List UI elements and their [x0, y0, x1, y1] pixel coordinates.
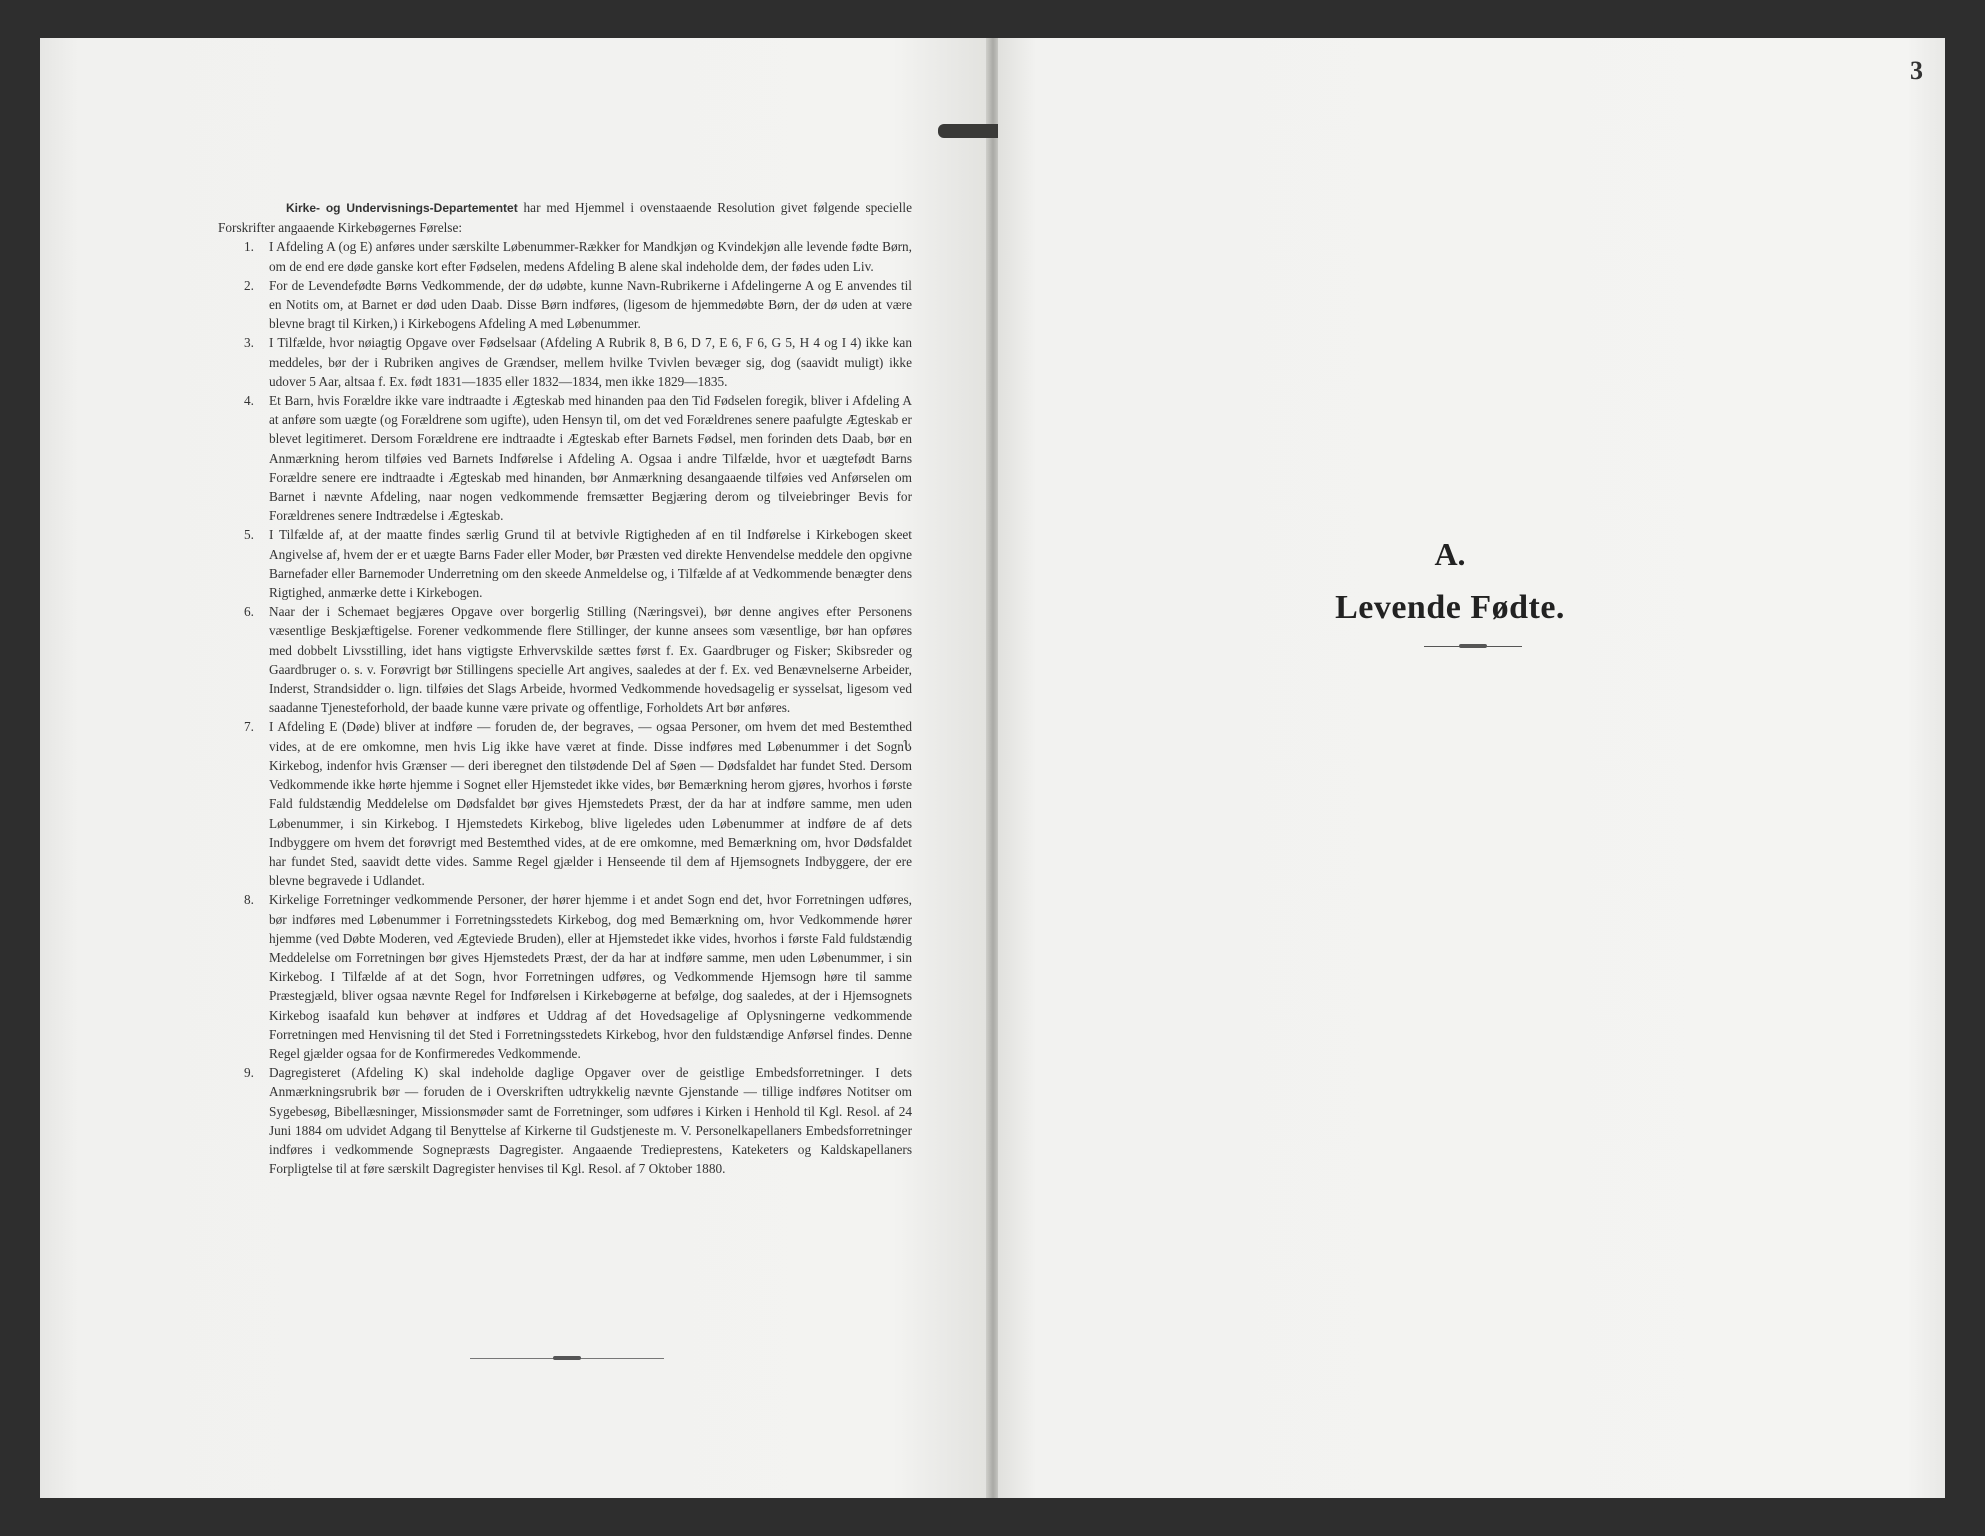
- rule-item: [218, 717, 912, 890]
- rule-item: [218, 276, 912, 334]
- department-name: Kirke- og Undervisnings-Departementet: [286, 201, 518, 215]
- rule-item: [218, 525, 912, 602]
- rule-item: [218, 237, 912, 275]
- book-spread: [40, 38, 1945, 1498]
- rule-text: Naar der i Schemaet begjæres Opgave over borgerlig Stilling (Næringsvei), bør denne angives efter Personens væsentlige Beskjæftigelse. Forener vedkommende flere Stillinger, der kunne ansees som væsentlige, bør han opføres med dobbelt Livsstilling, idet hans vigtigste Erhvervskilde sættes først f. Ex. Gaardbruger og Fisker; Skibsreder og Gaardbruger o. s. v. Forøvrigt bør Stillingens specielle Art angives, saaledes at der f. Ex. ved Benævnelserne Arbeider, Inderst, Strandsidder o. lign. tilføies det Slags Arbeide, hvormed Vedkommende hovedsagelig er sysselsat, ligesom ved saadanne Tjenesteforhold, der baade kunne være private og offentlige, Forholdets Art bør anføres.: [269, 604, 912, 716]
- rule-text: I Afdeling A (og E) anføres under særskilte Løbenummer-Rækker for Mandkjøn og Kvindekjøn alle levende fødte Børn, om de end ere døde ganske kort efter Fødselen, medens Afdeling B alene skal indeholde dem, der fødes uden Liv.: [269, 239, 912, 274]
- rule-number: 5.: [244, 527, 254, 543]
- rule-text: I Tilfælde, hvor nøiagtig Opgave over Fødselsaar (Afdeling A Rubrik 8, B 6, D 7, E 6, F 6, G 5, H 4 og I 4) ikke kan meddeles, bør der i Rubriken angives de Grændser, mellem hvilke Tvivlen bevæger sig, dog (saavidt muligt) ikke udover 5 Aar, altsaa f. Ex. født 1831—1835 eller 1832—1834, men ikke 1829—1835.: [269, 335, 912, 389]
- rule-text: Dagregisteret (Afdeling K) skal indeholde daglige Opgaver over de geistlige Embedsforretninger. I dets Anmærkningsrubrik bør — foruden de i Overskriften udtrykkelig nævnte Gjenstande — tillige indføres Notitser om Sygebesøg, Bibellæsninger, Missionsmøder samt de Forretninger, som udføres i Kirken i Henhold til Kgl. Resol. af 24 Juni 1884 om udvidet Adgang til Benyttelse af Kirkerne til Gudstjeneste m. V. Personelkapellaners Embedsforretninger indføres i vedkommende Sognepræsts Dagregister. Angaaende Tredieprestens, Kateketers og Kaldskapellaners Forpligtelse til at føre særskilt Dagregister henvises til Kgl. Resol. af 7 Oktober 1880.: [269, 1065, 912, 1177]
- rule-item: [218, 333, 912, 391]
- rule-text: I Tilfælde af, at der maatte findes særlig Grund til at betvivle Rigtigheden af en til Indførelse i Kirkebogen skeet Angivelse af, hvem der er et uægte Barns Fader eller Moder, bør Præsten ved direkte Henvendelse meddele den opgivne Barnefader eller Barnemoder Underretning om den skeede Anmeldelse og, i Tilfælde af at Vedkommende benægter dens Rigtighed, anmærke dette i Kirkebogen.: [269, 527, 912, 601]
- rule-item: [218, 1063, 912, 1178]
- rule-item: [218, 602, 912, 717]
- left-page: [40, 38, 988, 1498]
- page-number: 3: [1910, 56, 1923, 85]
- rule-text: Et Barn, hvis Forældre ikke vare indtraadte i Ægteskab med hinanden paa den Tid Fødselen foregik, bliver i Afdeling A at anføre som uægte (og Forældrene som ugifte), uden Hensyn til, om det ved Forældrenes senere paafulgte Ægteskab er blevet legitimeret. Dersom Forældrene ere indtraadte i Ægteskab efter Barnets Fødsel, men forinden dets Daab, bør en Anmærkning herom tilføies ved Barnets Indførelse i Afdeling A. Ogsaa i andre Tilfælde, hvor et uægtefødt Barns Forældre senere ere indtraadte i Ægteskab med hinanden, bør Anmærkning desangaaende tilføies ved Anførselen om Barnet i nævnte Afdeling, naar nogen vedkommende fremsætter Begjæring derom og tilveiebringer Bevis for Forældrenes senere Indtrædelse i Ægteskab.: [269, 393, 912, 524]
- rule-item: [218, 391, 912, 525]
- rule-number: 6.: [244, 604, 254, 620]
- rule-text: Kirkelige Forretninger vedkommende Personer, der hører hjemme i et andet Sogn end det, hvor Forretningen udføres, bør indføres med Løbenummer i Forretningsstedets Kirkebog, dog med Bemærkning om, hvor Vedkommende hører hjemme (ved Døbte Moderen, ved Ægteviede Bruden), eller at Hjemstedet ikke vides, hvorhos i første Fald fuldstændig Meddelelse om Forretningen bør gives Hjemstedets Præst, der da har at indføre samme, men uden Løbenummer, i sin Kirkebog. I Tilfælde af at det Sogn, hvor Forretningen udføres, og Vedkommende Hjemsogn høre til samme Præstegjæld, bliver ogsaa nævnte Regel for Indførelsen i Kirkebøgerne at befølge, dog saaledes, at der i Hjemsognets Kirkebog isaafald kun behøver at indføres et Uddrag af det Hovedsagelige af Oplysningerne vedkommende Forretningen med Henvisning til det Sted i Forretningsstedets Kirkebog, hvor den fuldstændige Anførsel findes. Denne Regel gjælder ogsaa for de Konfirmeredes Vedkommende.: [269, 892, 912, 1061]
- rules-list: [218, 237, 912, 1178]
- rule-number: 3.: [244, 335, 254, 351]
- rule-number: 2.: [244, 277, 254, 293]
- rule-text: I Afdeling E (Døde) bliver at indføre — foruden de, der begraves, — ogsaa Personer, om hvem det med Bestemthed vides, at de ere omkomne, men hvis Lig ikke have været at finde. Disse indføres med Løbenummer i det Sognს Kirkebog, indenfor hvis Grænser — deri iberegnet den tilstødende Del af Søen — Dødsfaldet har fundet Sted. Dersom Vedkommende ikke hørte hjemme i Sognet eller Hjemstedet ikke vides, bør Bemærkning herom gjøres, hvorhos i første Fald fuldstændig Meddelelse om Dødsfaldet bør gives Hjemstedets Præst, der da har at indføre samme, men uden Løbenummer, i sin Kirkebog. I Hjemstedets Kirkebog, blive ligeledes uden Løbenummer at indføre de af dets Indbyggere om hvem det forøvrigt med Bestemthed vides, at de ere omkomne, med Bemærkning om, hvor Dødsfaldet har fundet Sted, saavidt dette vides. Samme Regel gjælder i Henseende til dem af Hjemsognets Indbyggere, der ere blevne begravede i Udlandet.: [269, 719, 912, 889]
- rule-number: 7.: [244, 719, 254, 735]
- rule-text: For de Levendefødte Børns Vedkommende, der dø udøbte, kunne Navn-Rubrikerne i Afdelingerne A og E anvendes til en Notits om, at Barnet er død uden Daab. Disse Børn indføres, (ligesom de hjemmedøbte Børn, der dø uden at være blevne bragt til Kirken,) i Kirkebogens Afdeling A med Løbenummer.: [269, 277, 912, 332]
- section-heading: [1260, 536, 1640, 627]
- ornamental-divider: [1424, 646, 1522, 647]
- rule-item: [218, 890, 912, 1063]
- section-title: Levende Fødte.: [1335, 589, 1565, 626]
- ornamental-divider: [470, 1358, 664, 1359]
- intro-text: har med Hjemmel i ovenstaaende Resolution givet følgende specielle Forskrifter angaaende Kirkebøgernes Førelse:: [218, 200, 912, 236]
- instructions-text: [218, 198, 912, 1178]
- section-letter: A.: [1434, 536, 1466, 572]
- rule-number: 1.: [244, 239, 254, 255]
- rule-number: 8.: [244, 892, 254, 908]
- intro-paragraph: [218, 198, 912, 237]
- right-page: [998, 38, 1945, 1498]
- rule-number: 4.: [244, 393, 254, 409]
- rule-number: 9.: [244, 1065, 254, 1081]
